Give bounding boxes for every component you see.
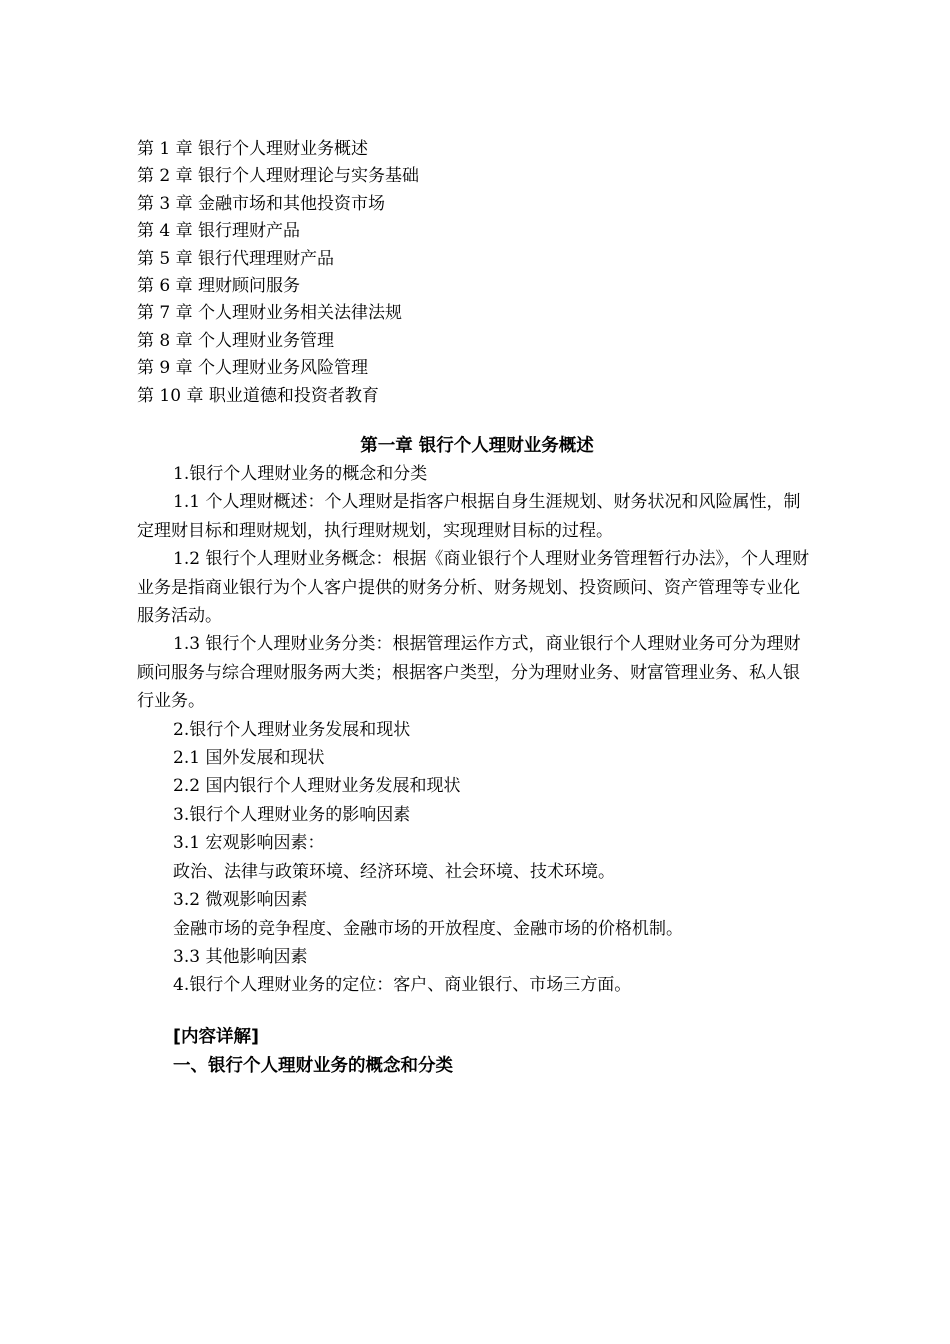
toc-item: 第 8 章 个人理财业务管理 xyxy=(137,330,335,351)
paragraph: 1.2 银行个人理财业务概念：根据《商业银行个人理财业务管理暂行办法》，个人理财业务是指商业银行为个人客户提供的财务分析、财务规划、投资顾问、资产管理等专业化服务活动。 xyxy=(137,549,809,627)
detail-heading: 一、银行个人理财业务的概念和分类 xyxy=(173,1055,453,1076)
toc-item: 第 7 章 个人理财业务相关法律法规 xyxy=(137,303,403,324)
table-of-contents xyxy=(137,136,817,410)
toc-item: 第 6 章 理财顾问服务 xyxy=(137,276,301,297)
toc-item: 第 2 章 银行个人理财理论与实务基础 xyxy=(137,166,420,187)
subsection-heading: 3.3 其他影响因素 xyxy=(173,946,308,967)
toc-item: 第 3 章 金融市场和其他投资市场 xyxy=(137,193,386,214)
toc-item: 第 10 章 职业道德和投资者教育 xyxy=(137,385,379,406)
chapter-title: 第一章 银行个人理财业务概述 xyxy=(360,436,594,456)
paragraph: 政治、法律与政策环境、经济环境、社会环境、技术环境。 xyxy=(173,861,615,882)
toc-item: 第 4 章 银行理财产品 xyxy=(137,221,301,242)
section-heading: 1.银行个人理财业务的概念和分类 xyxy=(173,464,428,484)
toc-item: 第 9 章 个人理财业务风险管理 xyxy=(137,358,369,379)
subsection-heading: 2.1 国外发展和现状 xyxy=(173,748,325,769)
section-heading: 2.银行个人理财业务发展和现状 xyxy=(173,719,411,740)
paragraph: 金融市场的竞争程度、金融市场的开放程度、金融市场的价格机制。 xyxy=(173,918,683,939)
detail-label: [内容详解] xyxy=(173,1026,259,1047)
toc-item: 第 1 章 银行个人理财业务概述 xyxy=(137,139,369,159)
subsection-heading: 3.1 宏观影响因素： xyxy=(173,833,325,854)
paragraph: 1.3 银行个人理财业务分类：根据管理运作方式，商业银行个人理财业务可分为理财顾问服务与综合理财服务两大类；根据客户类型，分为理财业务、财富管理业务、私人银行业务。 xyxy=(137,634,801,712)
paragraph: 1.1 个人理财概述：个人理财是指客户根据自身生涯规划、财务状况和风险属性，制定理财目标和理财规划，执行理财规划，实现理财目标的过程。 xyxy=(137,492,801,541)
toc-item: 第 5 章 银行代理理财产品 xyxy=(137,248,335,269)
section-heading: 4.银行个人理财业务的定位：客户、商业银行、市场三方面。 xyxy=(173,975,632,996)
spacer xyxy=(137,1000,809,1023)
subsection-heading: 3.2 微观影响因素 xyxy=(173,890,308,911)
chapter-content xyxy=(137,432,809,1081)
subsection-heading: 2.2 国内银行个人理财业务发展和现状 xyxy=(173,776,461,797)
section-heading: 3.银行个人理财业务的影响因素 xyxy=(173,804,411,825)
